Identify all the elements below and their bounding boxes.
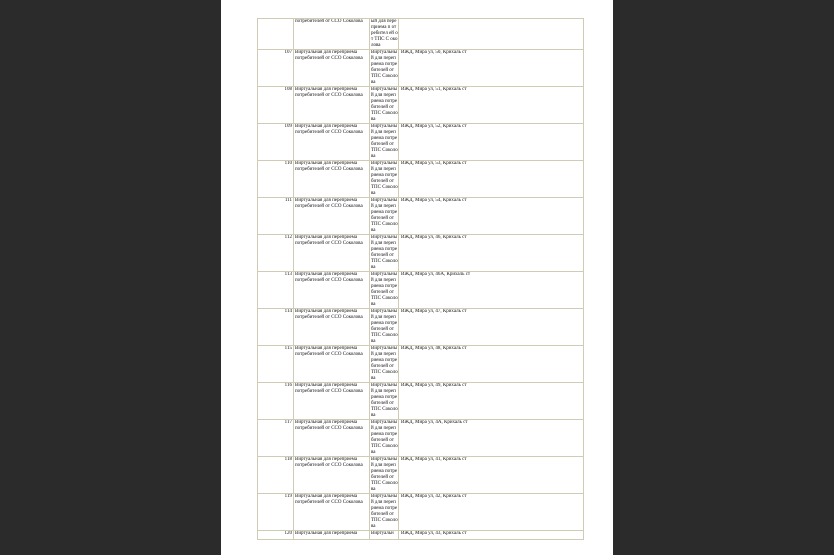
table-row: [258, 50, 584, 87]
object-type-cell: Виртуальный для переприема потребителей от ТПС Соколова: [371, 87, 398, 122]
object-type-cell: Виртуальный для переприема потребителей от ТПС Соколова: [371, 494, 398, 529]
object-name-cell: Виртуальная для переприема: [294, 531, 370, 540]
object-type-cell: Виртуальный для переприема потребителей от ТПС Соколова: [371, 161, 398, 196]
row-number-cell: 114: [258, 309, 294, 346]
object-name-cell: Виртуальная для переприема потребителей от ССО Соколова: [294, 161, 370, 198]
address-cell: ИЖД, Мира ул, 42, Крихаль ст: [399, 494, 584, 531]
table-row: [258, 383, 584, 420]
table-row: [258, 457, 584, 494]
table-row: [258, 235, 584, 272]
object-type-cell: Виртуальный для переприема потребителей от ТПС Соколова: [371, 50, 398, 85]
object-name-cell: потребителей от ССО Соколова: [294, 19, 370, 50]
table-row: [258, 272, 584, 309]
row-number-cell: 110: [258, 161, 294, 198]
row-number-cell: 116: [258, 383, 294, 420]
row-number-cell: 115: [258, 346, 294, 383]
table-row: [258, 87, 584, 124]
address-cell: ИЖД, Мира ул, 52, Крихаль ст: [399, 124, 584, 161]
object-type-cell: ый для пере приема п отребител ей от ТПС С околова: [371, 19, 398, 48]
row-number-cell: 109: [258, 124, 294, 161]
object-type-cell: Виртуальный для переприема потребителей от ТПС Соколова: [371, 346, 398, 381]
table-row: [258, 420, 584, 457]
object-type-cell: Виртуальный для переприема потребителей от ТПС Соколова: [371, 383, 398, 418]
table-row: [258, 531, 584, 540]
object-type-cell: Виртуальный для переприема потребителей от ТПС Соколова: [371, 235, 398, 270]
consumers-table: [257, 18, 584, 540]
row-number-cell: 113: [258, 272, 294, 309]
row-number-cell: 119: [258, 494, 294, 531]
address-cell: ИЖД, Мира ул, 43, Крихаль ст: [399, 531, 584, 540]
address-cell: ИЖД, Мира ул, 54, Крихаль ст: [399, 198, 584, 235]
table-row: [258, 161, 584, 198]
address-cell: ИЖД, Мира ул, 50, Крихаль ст: [399, 50, 584, 87]
object-type-cell: Виртуальн: [370, 531, 399, 540]
address-cell: ИЖД, Мира ул, 47, Крихаль ст: [399, 309, 584, 346]
table-row: [258, 494, 584, 531]
address-cell: ИЖД, Мира ул, 41, Крихаль ст: [399, 457, 584, 494]
object-name-cell: Виртуальная для переприема потребителей от ССО Соколова: [294, 87, 370, 124]
object-type-cell: Виртуальный для переприема потребителей от ТПС Соколова: [371, 272, 398, 307]
object-type-cell: Виртуальный для переприема потребителей от ТПС Соколова: [371, 198, 398, 233]
address-cell: ИЖД, Мира ул, 46А, Крихаль ст: [399, 272, 584, 309]
table-row: [258, 346, 584, 383]
row-number-cell: 117: [258, 420, 294, 457]
table-row: [258, 19, 584, 50]
row-number-cell: 120: [258, 531, 294, 540]
object-name-cell: Виртуальная для переприема потребителей от ССО Соколова: [294, 383, 370, 420]
object-name-cell: Виртуальная для переприема потребителей от ССО Соколова: [294, 198, 370, 235]
row-number-cell: [258, 19, 294, 50]
address-cell: ИЖД, Мира ул, 49, Крихаль ст: [399, 383, 584, 420]
document-page: [221, 0, 613, 555]
address-cell: ИЖД, Мира ул, 53, Крихаль ст: [399, 161, 584, 198]
address-cell: [399, 19, 584, 50]
row-number-cell: 107: [258, 50, 294, 87]
address-cell: ИЖД, Мира ул, 51, Крихаль ст: [399, 87, 584, 124]
object-name-cell: Виртуальная для переприема потребителей от ССО Соколова: [294, 272, 370, 309]
row-number-cell: 108: [258, 87, 294, 124]
object-type-cell: Виртуальный для переприема потребителей от ТПС Соколова: [371, 309, 398, 344]
address-cell: ИЖД, Мира ул, 48, Крихаль ст: [399, 346, 584, 383]
object-name-cell: Виртуальная для переприема потребителей от ССО Соколова: [294, 346, 370, 383]
object-type-cell: Виртуальный для переприема потребителей от ТПС Соколова: [371, 124, 398, 159]
table-row: [258, 124, 584, 161]
object-name-cell: Виртуальная для переприема потребителей от ССО Соколова: [294, 124, 370, 161]
address-cell: ИЖД, Мира ул, 46, Крихаль ст: [399, 235, 584, 272]
row-number-cell: 112: [258, 235, 294, 272]
row-number-cell: 118: [258, 457, 294, 494]
table-row: [258, 309, 584, 346]
row-number-cell: 111: [258, 198, 294, 235]
object-name-cell: Виртуальная для переприема потребителей от ССО Соколова: [294, 50, 370, 87]
object-name-cell: Виртуальная для переприема потребителей от ССО Соколова: [294, 494, 370, 531]
object-name-cell: Виртуальная для переприема потребителей от ССО Соколова: [294, 309, 370, 346]
object-name-cell: Виртуальная для переприема потребителей от ССО Соколова: [294, 235, 370, 272]
object-name-cell: Виртуальная для переприема потребителей от ССО Соколова: [294, 457, 370, 494]
table-row: [258, 198, 584, 235]
object-type-cell: Виртуальный для переприема потребителей от ТПС Соколова: [371, 420, 398, 455]
object-type-cell: Виртуальный для переприема потребителей от ТПС Соколова: [371, 457, 398, 492]
object-name-cell: Виртуальная для переприема потребителей от ССО Соколова: [294, 420, 370, 457]
address-cell: ИЖД, Мира ул, 4А, Крихаль ст: [399, 420, 584, 457]
